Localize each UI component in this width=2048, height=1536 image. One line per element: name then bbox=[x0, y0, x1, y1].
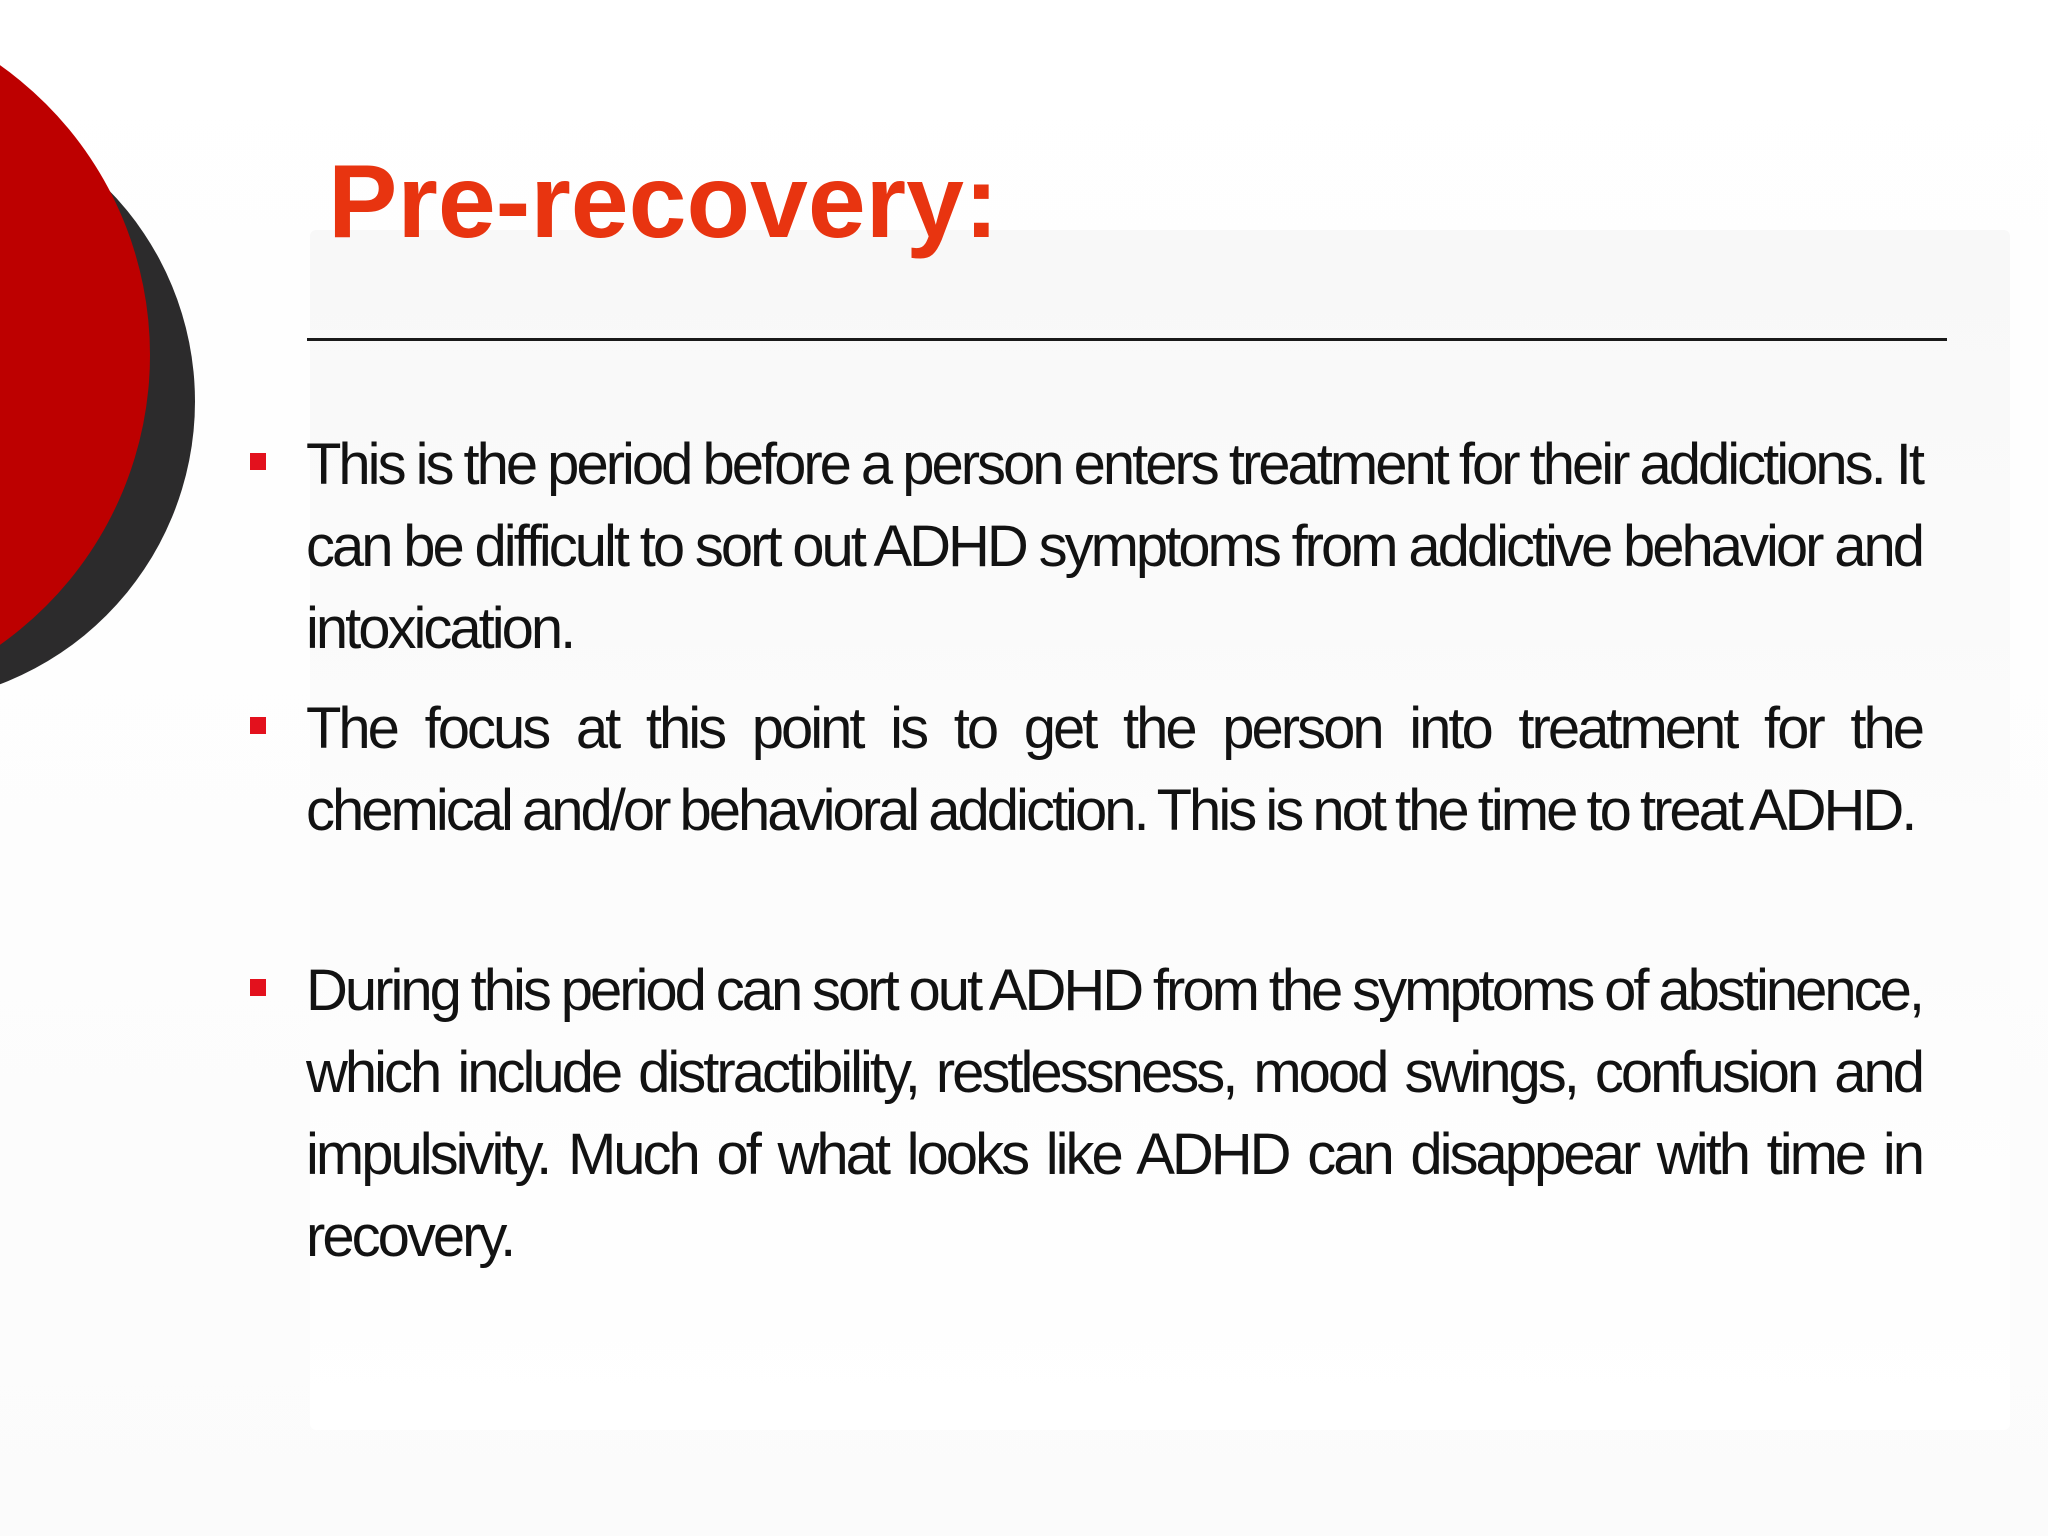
bullet-text-2: The focus at this point is to get the person into treatment for the chemical and/or behavioral addiction. This is not the time to treat ADHD. bbox=[306, 696, 1922, 843]
square-bullet-icon bbox=[250, 453, 266, 470]
square-bullet-icon bbox=[250, 717, 266, 734]
square-bullet-icon bbox=[250, 979, 266, 996]
slide-title: Pre-recovery: bbox=[328, 144, 999, 260]
bullet-text-3: During this period can sort out ADHD from the symptoms of abstinence, which include distractibility, restlessness, mood swings, confusion and impulsivity. Much of what looks like ADHD can disappear with time in recovery. bbox=[306, 958, 1922, 1269]
bullet-text-1: This is the period before a person enters treatment for their addictions. It can be difficult to sort out ADHD symptoms from addictive behavior and intoxication. bbox=[306, 432, 1922, 661]
